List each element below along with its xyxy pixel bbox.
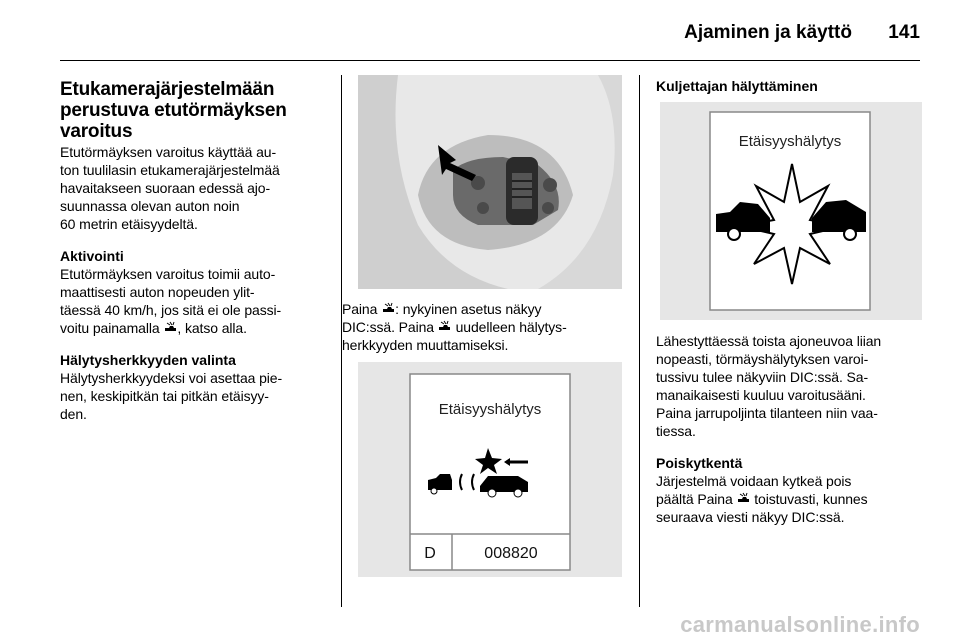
dic-title: Etäisyyshälytys <box>438 401 542 418</box>
steering-wheel-illustration <box>358 75 622 289</box>
warning-title: Etäisyyshälytys <box>738 133 842 150</box>
sensitivity-paragraph: Hälytysherkkyydeksi voi asettaa pie- nen, keskipitkän tai pitkän etäisyy- den. <box>60 370 283 422</box>
watermark: carmanualsonline.info <box>680 612 920 637</box>
title-line: Etukamerajärjestelmään <box>60 79 275 100</box>
deactivation-heading: Poiskytkentä <box>656 455 743 471</box>
title-line: varoitus <box>60 121 133 142</box>
driver-alert-heading: Kuljettajan hälyttäminen <box>656 78 818 94</box>
activation-paragraph: Etutörmäyksen varoitus toimii auto- maattisesti auton nopeuden ylit- täessä 40 km/h, jos sitä ei ole passi- voitu painamalla , katso alla. <box>60 266 282 336</box>
page-number: 141 <box>888 22 920 43</box>
running-header: Ajaminen ja käyttö <box>684 22 852 43</box>
column-1 <box>60 75 325 437</box>
dic-odometer: 008820 <box>484 545 538 562</box>
deactivation-paragraph: Järjestelmä voidaan kytkeä pois päältä Paina toistuvasti, kunnes seuraava viesti näkyy DIC:ssä. <box>656 473 868 525</box>
column-3-text <box>656 332 926 540</box>
intro-paragraph: Etutörmäyksen varoitus käyttää au- ton tuulilasin etukamerajärjestelmää havaitakseen suoraan edessä ajo- suunnassa olevan auton noin 60 metrin etäisyydeltä. <box>60 144 280 232</box>
press-paragraph: Paina : nykyinen asetus näkyy DIC:ssä. Paina uudelleen hälytys- herkkyyden muuttamiseksi. <box>342 301 567 353</box>
title-line: perustuva etutörmäyksen <box>60 100 287 121</box>
column-2-text <box>342 300 627 368</box>
collision-warning-illustration <box>660 102 922 320</box>
activation-heading: Aktivointi <box>60 248 124 264</box>
sensitivity-heading: Hälytysherkkyyden valinta <box>60 352 236 368</box>
collision-alert-button-icon <box>438 318 452 336</box>
alert-paragraph: Lähestyttäessä toista ajoneuvoa liian nopeasti, törmäyshälytyksen varoi- tussivu tulee näkyviin DIC:ssä. Sa- manaikaisesti kuuluu varoitusääni. Paina jarrupoljinta tilanteen niin vaa- tiessa. <box>656 333 882 439</box>
column-divider-2 <box>639 75 640 607</box>
collision-alert-button-icon <box>736 490 750 508</box>
header-rule <box>60 60 920 61</box>
dic-display-illustration <box>358 362 622 577</box>
collision-alert-button-icon <box>163 319 177 337</box>
collision-alert-button-icon <box>381 300 395 318</box>
dic-gear-indicator: D <box>424 545 436 562</box>
section-title <box>60 79 325 142</box>
